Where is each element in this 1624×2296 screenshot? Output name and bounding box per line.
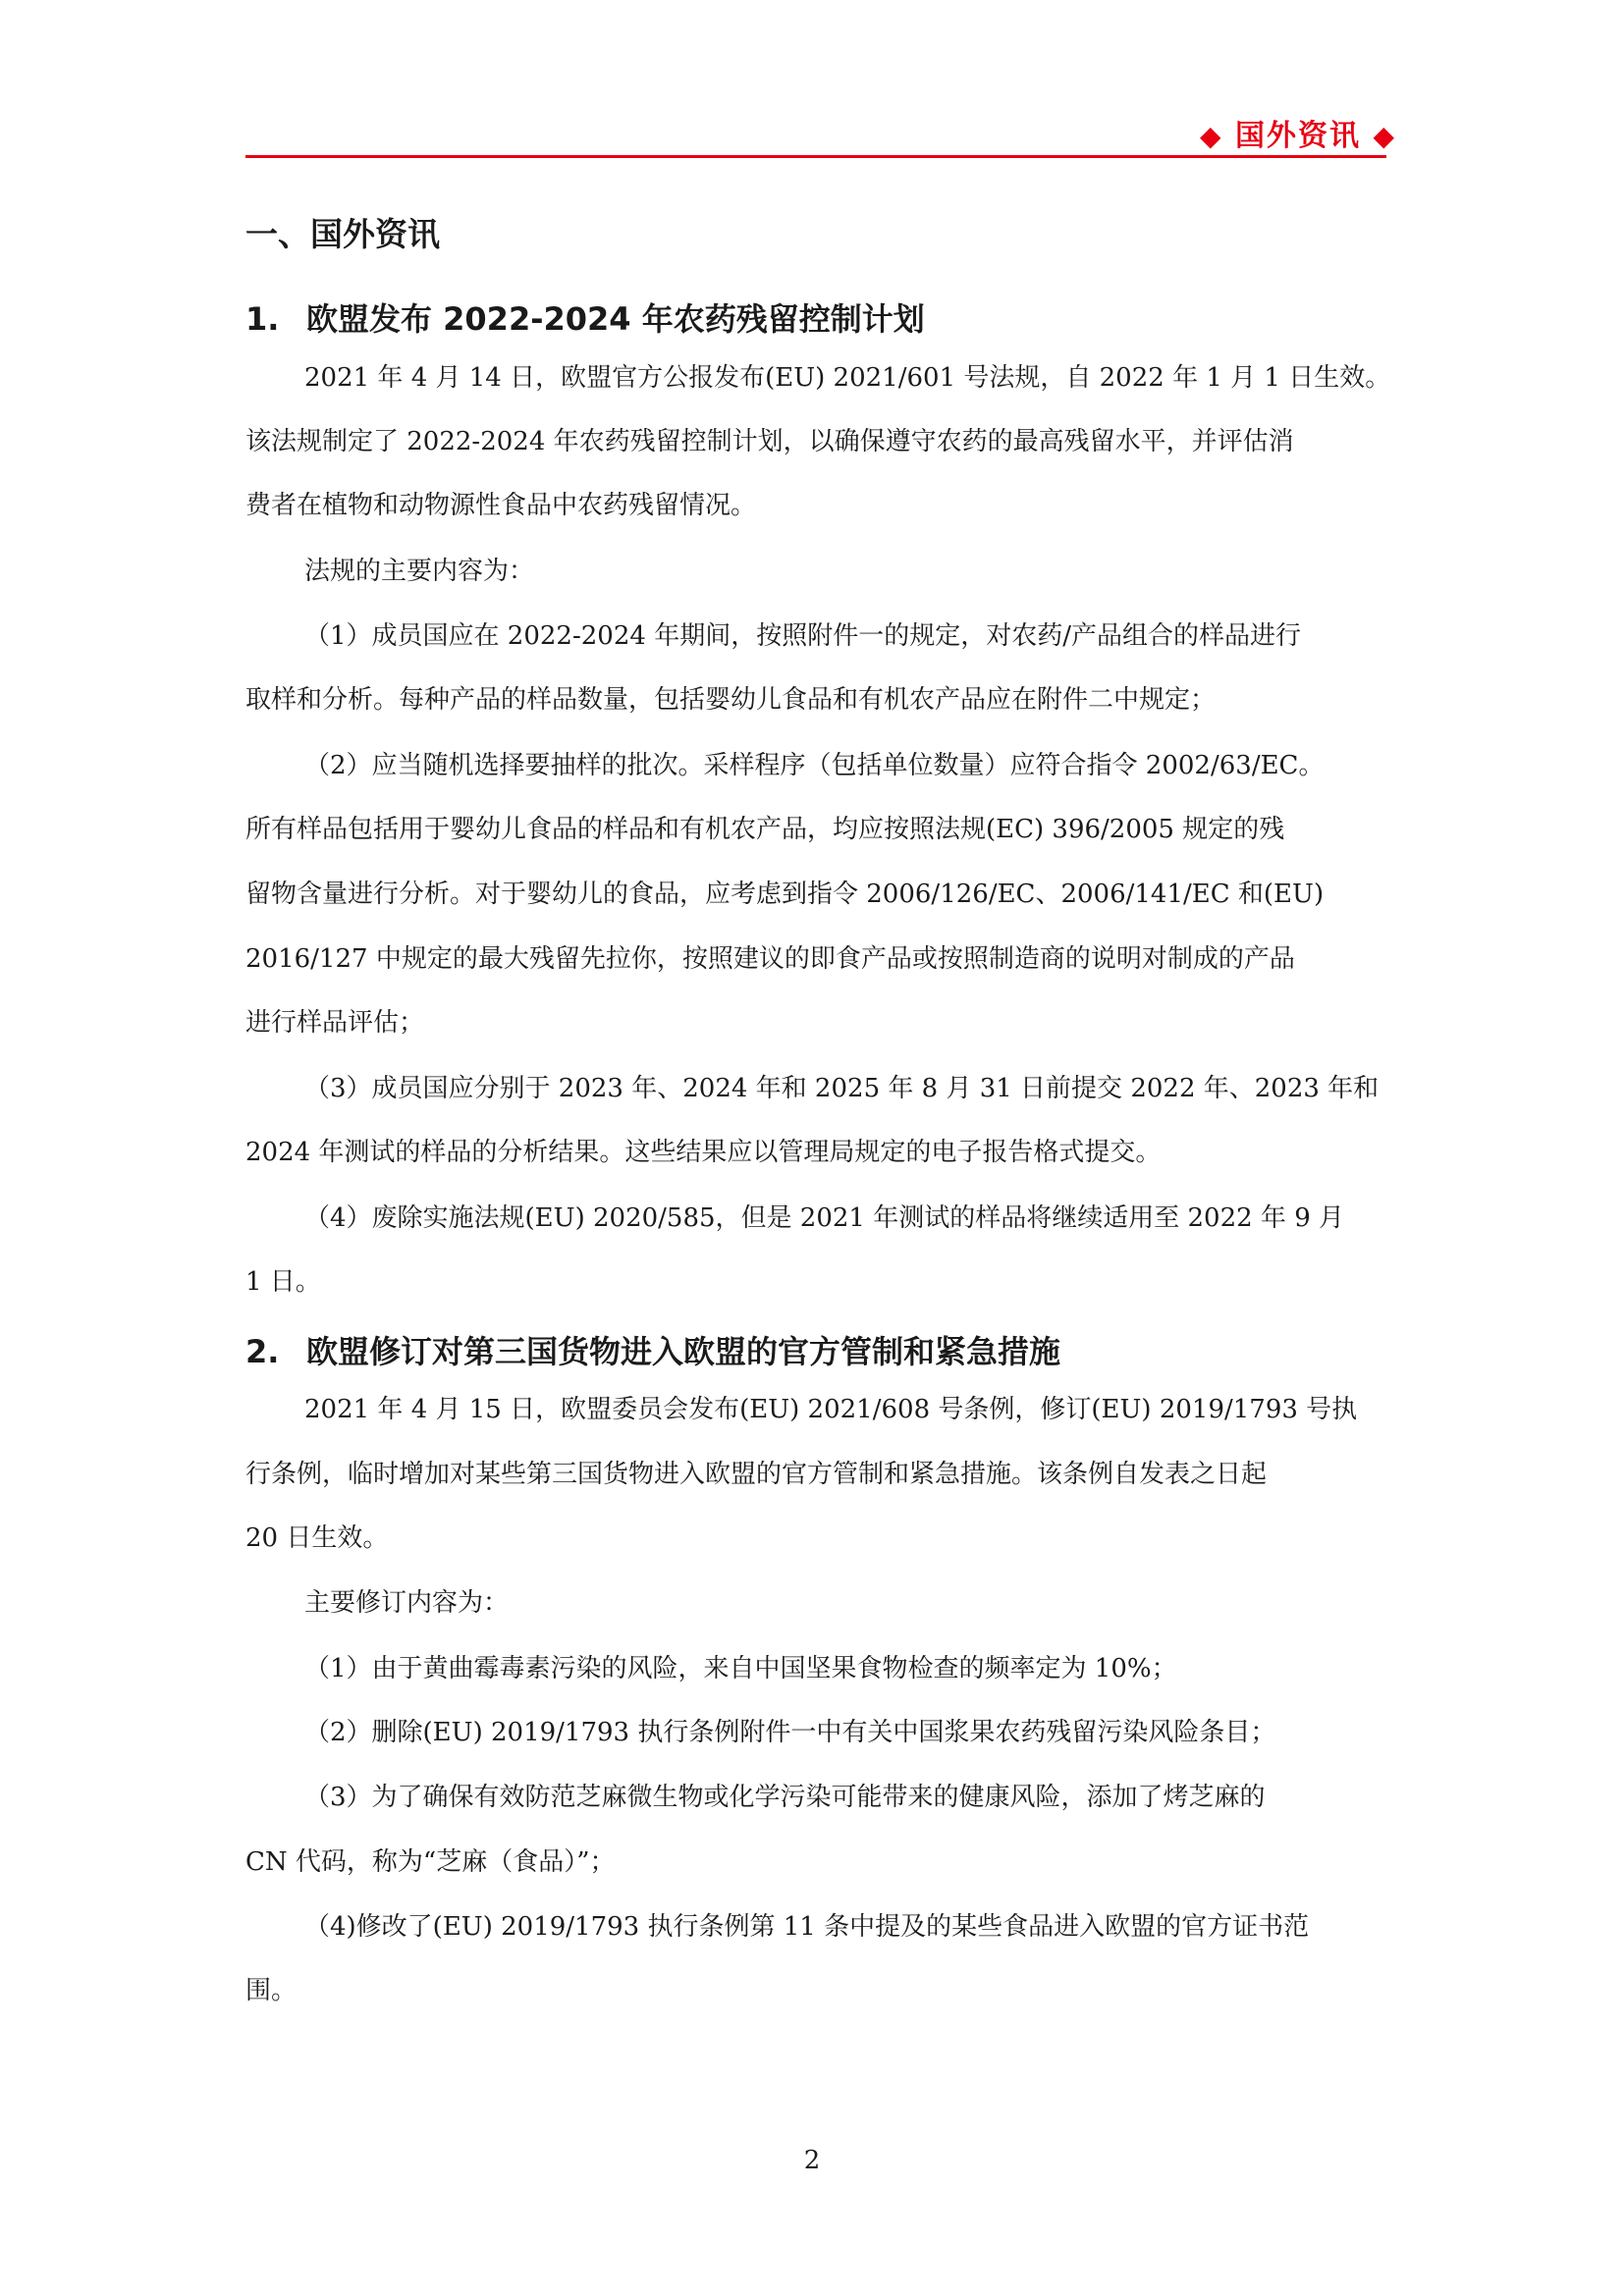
paragraph-line: 2024 年测试的样品的分析结果。这些结果应以管理局规定的电子报告格式提交。 (245, 1138, 1162, 1167)
paragraph-line: 主要修订内容为： (304, 1588, 510, 1618)
paragraph-line: （2）删除(EU) 2019/1793 执行条例附件一中有关中国浆果农药残留污染风险条目； (304, 1718, 1276, 1747)
paragraph-line: 法规的主要内容为： (304, 557, 535, 586)
paragraph-line: （4）废除实施法规(EU) 2020/585，但是 2021 年测试的样品将继续适用至 2022 年 9 月 (304, 1203, 1345, 1233)
paragraph-line: 留物含量进行分析。对于婴幼儿的食品，应考虑到指令 2006/126/EC、2006/141/EC 和(EU) (245, 880, 1325, 909)
article-2-title-text: 欧盟修订对第三国货物进入欧盟的官方管制和紧急措施 (306, 1333, 1061, 1370)
paragraph-line: 所有样品包括用于婴幼儿食品的样品和有机农产品，均应按照法规(EC) 396/2005 规定的残 (245, 815, 1285, 844)
page-number: 2 (803, 2146, 821, 2175)
diamond-left-icon: ◆ (1200, 120, 1223, 152)
paragraph-line: 该法规制定了 2022-2024 年农药残留控制计划，以确保遵守农药的最高残留水平，并评估消 (245, 427, 1294, 456)
paragraph-line: 1 日。 (245, 1267, 321, 1297)
paragraph-line: 2016/127 中规定的最大残留先拉你，按照建议的即食产品或按照制造商的说明对制成的产品 (245, 944, 1295, 974)
paragraph-line: 20 日生效。 (245, 1523, 389, 1553)
paragraph-line: （3）成员国应分别于 2023 年、2024 年和 2025 年 8 月 31 日前提交 2022 年、2023 年和 (304, 1074, 1380, 1103)
paragraph-line: 2021 年 4 月 14 日，欧盟官方公报发布(EU) 2021/601 号法规，自 2022 年 1 月 1 日生效。 (304, 363, 1391, 393)
paragraph-line: （1）成员国应在 2022-2024 年期间，按照附件一的规定，对农药/产品组合的样品进行 (304, 621, 1301, 651)
diamond-right-icon: ◆ (1373, 120, 1396, 152)
paragraph-line: 取样和分析。每种产品的样品数量，包括婴幼儿食品和有机农产品应在附件二中规定； (245, 685, 1217, 715)
article-1-number: 1. (245, 300, 280, 338)
paragraph-line: 行条例，临时增加对某些第三国货物进入欧盟的官方管制和紧急措施。该条例自发表之日起 (245, 1460, 1268, 1489)
paragraph-line: 围。 (245, 1976, 298, 2005)
article-2-title (245, 1327, 1060, 1372)
section-heading: 一、国外资讯 (245, 215, 440, 253)
header-divider (245, 155, 1386, 158)
article-2-number: 2. (245, 1333, 280, 1370)
article-1-title (245, 294, 925, 340)
paragraph-line: CN 代码，称为“芝麻（食品）”； (245, 1847, 616, 1877)
article-1-title-text: 欧盟发布 2022-2024 年农药残留控制计划 (306, 300, 925, 338)
paragraph-line: （2）应当随机选择要抽样的批次。采样程序（包括单位数量）应符合指令 2002/63/EC。 (304, 751, 1325, 780)
paragraph-line: （3）为了确保有效防范芝麻微生物或化学污染可能带来的健康风险，添加了烤芝麻的 (304, 1783, 1266, 1812)
paragraph-line: 进行样品评估； (245, 1008, 425, 1038)
paragraph-line: （1）由于黄曲霉毒素污染的风险，来自中国坚果食物检查的频率定为 10%； (304, 1654, 1177, 1683)
paragraph-line: 费者在植物和动物源性食品中农药残留情况。 (245, 491, 757, 520)
header-title: 国外资讯 (1235, 119, 1361, 153)
paragraph-line: （4)修改了(EU) 2019/1793 执行条例第 11 条中提及的某些食品进入欧盟的官方证书范 (304, 1912, 1310, 1942)
header-section-label (1200, 111, 1396, 154)
paragraph-line: 2021 年 4 月 15 日，欧盟委员会发布(EU) 2021/608 号条例，修订(EU) 2019/1793 号执 (304, 1395, 1358, 1424)
